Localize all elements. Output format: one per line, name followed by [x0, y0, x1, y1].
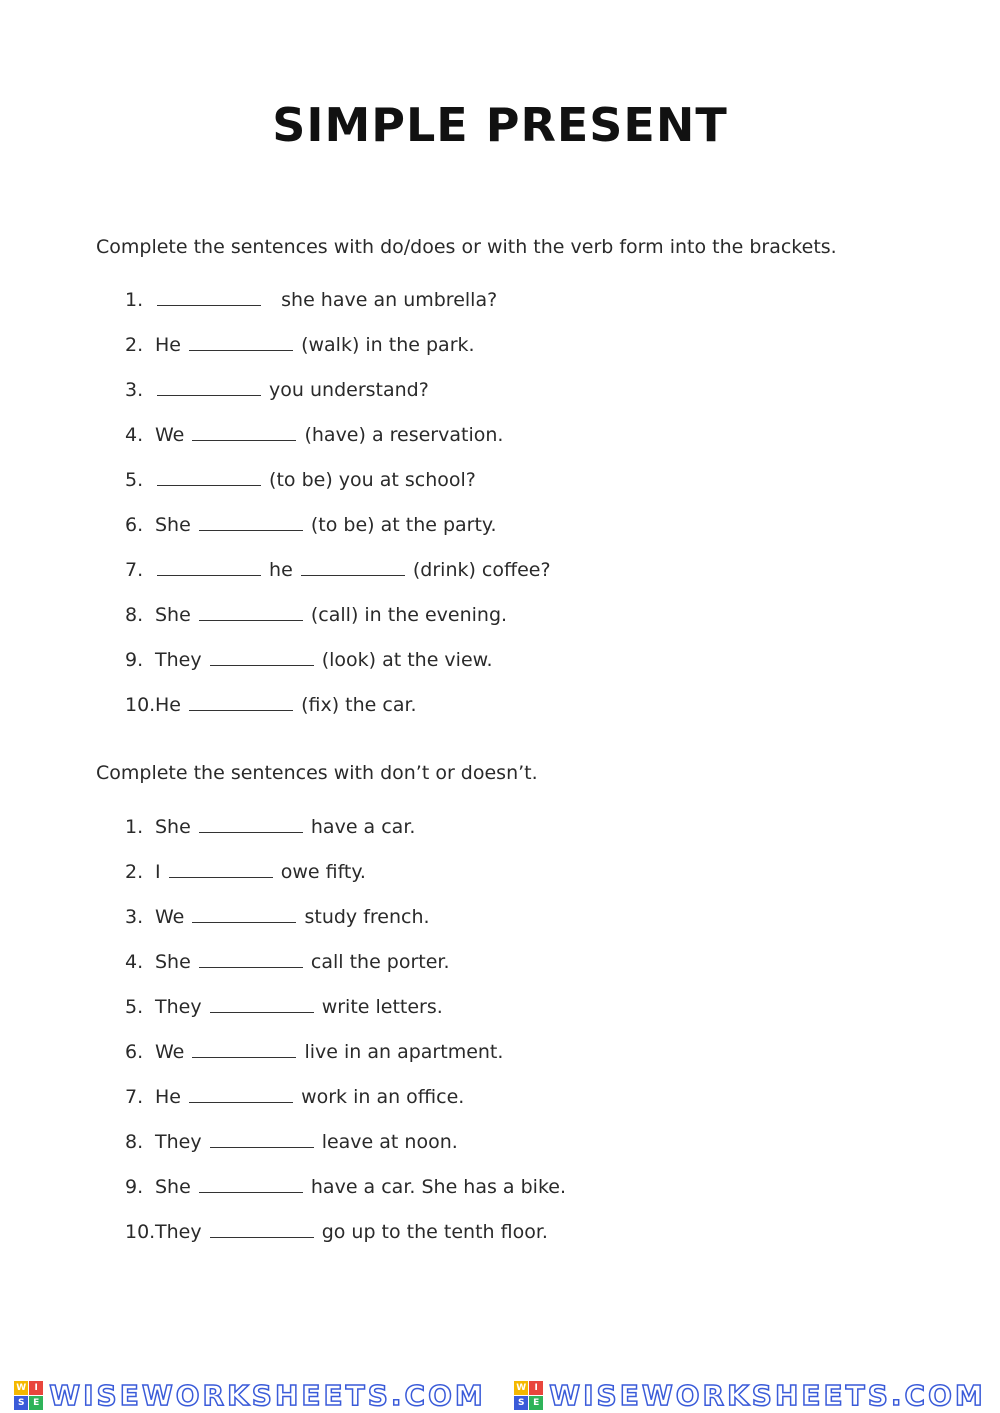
item-number: 3. — [125, 906, 144, 928]
exercise-item — [125, 902, 566, 947]
item-number: 9. — [125, 649, 144, 671]
answer-blank[interactable] — [199, 1174, 303, 1193]
item-number: 8. — [125, 1131, 144, 1153]
logo-letter: E — [529, 1396, 543, 1410]
section2-instruction: Complete the sentences with don’t or doesn’t. — [96, 762, 538, 784]
item-rest: owe fifty. — [280, 861, 366, 883]
logo-letter: S — [14, 1396, 28, 1410]
answer-blank[interactable] — [192, 422, 296, 441]
item-rest: you understand? — [269, 379, 429, 401]
item-number: 10. — [125, 694, 156, 716]
answer-blank[interactable] — [210, 1129, 314, 1148]
brand-text: WISEWORKSHEETS.COM — [549, 1378, 986, 1412]
logo-letter: E — [29, 1396, 43, 1410]
item-number: 8. — [125, 604, 144, 626]
item-rest: (to be) you at school? — [269, 469, 476, 491]
item-subject: They — [155, 996, 202, 1018]
logo-letter: I — [529, 1381, 543, 1395]
logo-letter: I — [29, 1381, 43, 1395]
item-number: 4. — [125, 951, 144, 973]
section2-list — [125, 812, 566, 1262]
exercise-item — [125, 947, 566, 992]
item-number: 3. — [125, 379, 144, 401]
exercise-item — [125, 1217, 566, 1262]
logo-letter: W — [14, 1381, 28, 1395]
answer-blank[interactable] — [189, 1084, 293, 1103]
item-number: 2. — [125, 334, 144, 356]
section1-list — [125, 285, 551, 735]
item-rest: write letters. — [321, 996, 443, 1018]
exercise-item — [125, 857, 566, 902]
item-subject: She — [155, 816, 191, 838]
item-number: 5. — [125, 996, 144, 1018]
item-subject: They — [155, 649, 202, 671]
answer-blank[interactable] — [199, 814, 303, 833]
section1-instruction: Complete the sentences with do/does or with the verb form into the brackets. — [96, 236, 837, 258]
exercise-item — [125, 645, 551, 690]
item-subject: They — [155, 1131, 202, 1153]
item-subject: She — [155, 514, 191, 536]
exercise-item — [125, 1127, 566, 1172]
item-subject: We — [155, 1041, 185, 1063]
item-number: 1. — [125, 289, 144, 311]
item-number: 7. — [125, 1086, 144, 1108]
item-number: 2. — [125, 861, 144, 883]
item-rest: (drink) coffee? — [412, 559, 551, 581]
exercise-item — [125, 812, 566, 857]
item-rest: (fix) the car. — [301, 694, 417, 716]
answer-blank[interactable] — [169, 859, 273, 878]
item-subject: We — [155, 424, 185, 446]
answer-blank[interactable] — [189, 332, 293, 351]
item-rest: have a car. — [310, 816, 416, 838]
logo-letter: S — [514, 1396, 528, 1410]
answer-blank[interactable] — [199, 949, 303, 968]
item-subject: He — [155, 694, 181, 716]
item-number: 6. — [125, 514, 144, 536]
item-number: 1. — [125, 816, 144, 838]
item-rest: leave at noon. — [321, 1131, 458, 1153]
item-number: 4. — [125, 424, 144, 446]
item-number: 10. — [125, 1221, 156, 1243]
logo-icon — [14, 1381, 43, 1410]
exercise-item — [125, 465, 551, 510]
brand-text: WISEWORKSHEETS.COM — [49, 1378, 486, 1412]
answer-blank[interactable] — [157, 287, 261, 306]
item-rest: work in an office. — [301, 1086, 465, 1108]
item-subject: She — [155, 1176, 191, 1198]
item-rest: (to be) at the party. — [310, 514, 497, 536]
answer-blank[interactable] — [157, 557, 261, 576]
item-rest: (look) at the view. — [321, 649, 493, 671]
exercise-item — [125, 510, 551, 555]
answer-blank[interactable] — [157, 467, 261, 486]
item-number: 7. — [125, 559, 144, 581]
answer-blank[interactable] — [199, 512, 303, 531]
exercise-item — [125, 600, 551, 645]
answer-blank[interactable] — [301, 557, 405, 576]
brand-logo — [14, 1379, 486, 1412]
answer-blank[interactable] — [157, 377, 261, 396]
exercise-item — [125, 330, 551, 375]
item-rest: she have an umbrella? — [281, 289, 498, 311]
exercise-item — [125, 420, 551, 465]
footer-watermark — [0, 1377, 1000, 1413]
answer-blank[interactable] — [192, 1039, 296, 1058]
item-subject: I — [155, 861, 161, 883]
item-number: 5. — [125, 469, 144, 491]
exercise-item — [125, 1172, 566, 1217]
exercise-item — [125, 555, 551, 600]
page-title: SIMPLE PRESENT — [272, 98, 728, 152]
item-rest: live in an apartment. — [304, 1041, 504, 1063]
item-subject: She — [155, 951, 191, 973]
item-rest: have a car. She has a bike. — [310, 1176, 566, 1198]
exercise-item — [125, 690, 551, 735]
item-rest: call the porter. — [310, 951, 450, 973]
item-rest: (have) a reservation. — [304, 424, 504, 446]
item-number: 9. — [125, 1176, 144, 1198]
exercise-item — [125, 285, 551, 330]
answer-blank[interactable] — [210, 1219, 314, 1238]
item-subject: He — [155, 334, 181, 356]
logo-icon — [514, 1381, 543, 1410]
answer-blank[interactable] — [192, 904, 296, 923]
logo-letter: W — [514, 1381, 528, 1395]
item-subject: He — [155, 1086, 181, 1108]
brand-logo — [514, 1379, 986, 1412]
item-subject: She — [155, 604, 191, 626]
exercise-item — [125, 1037, 566, 1082]
answer-blank[interactable] — [210, 647, 314, 666]
answer-blank[interactable] — [210, 994, 314, 1013]
answer-blank[interactable] — [199, 602, 303, 621]
item-rest: study french. — [304, 906, 430, 928]
item-rest: (call) in the evening. — [310, 604, 508, 626]
item-number: 6. — [125, 1041, 144, 1063]
exercise-item — [125, 375, 551, 420]
item-middle: he — [269, 559, 293, 581]
item-rest: (walk) in the park. — [301, 334, 475, 356]
exercise-item — [125, 1082, 566, 1127]
exercise-item — [125, 992, 566, 1037]
item-subject: We — [155, 906, 185, 928]
item-subject: They — [155, 1221, 202, 1243]
answer-blank[interactable] — [189, 692, 293, 711]
item-rest: go up to the tenth floor. — [321, 1221, 548, 1243]
